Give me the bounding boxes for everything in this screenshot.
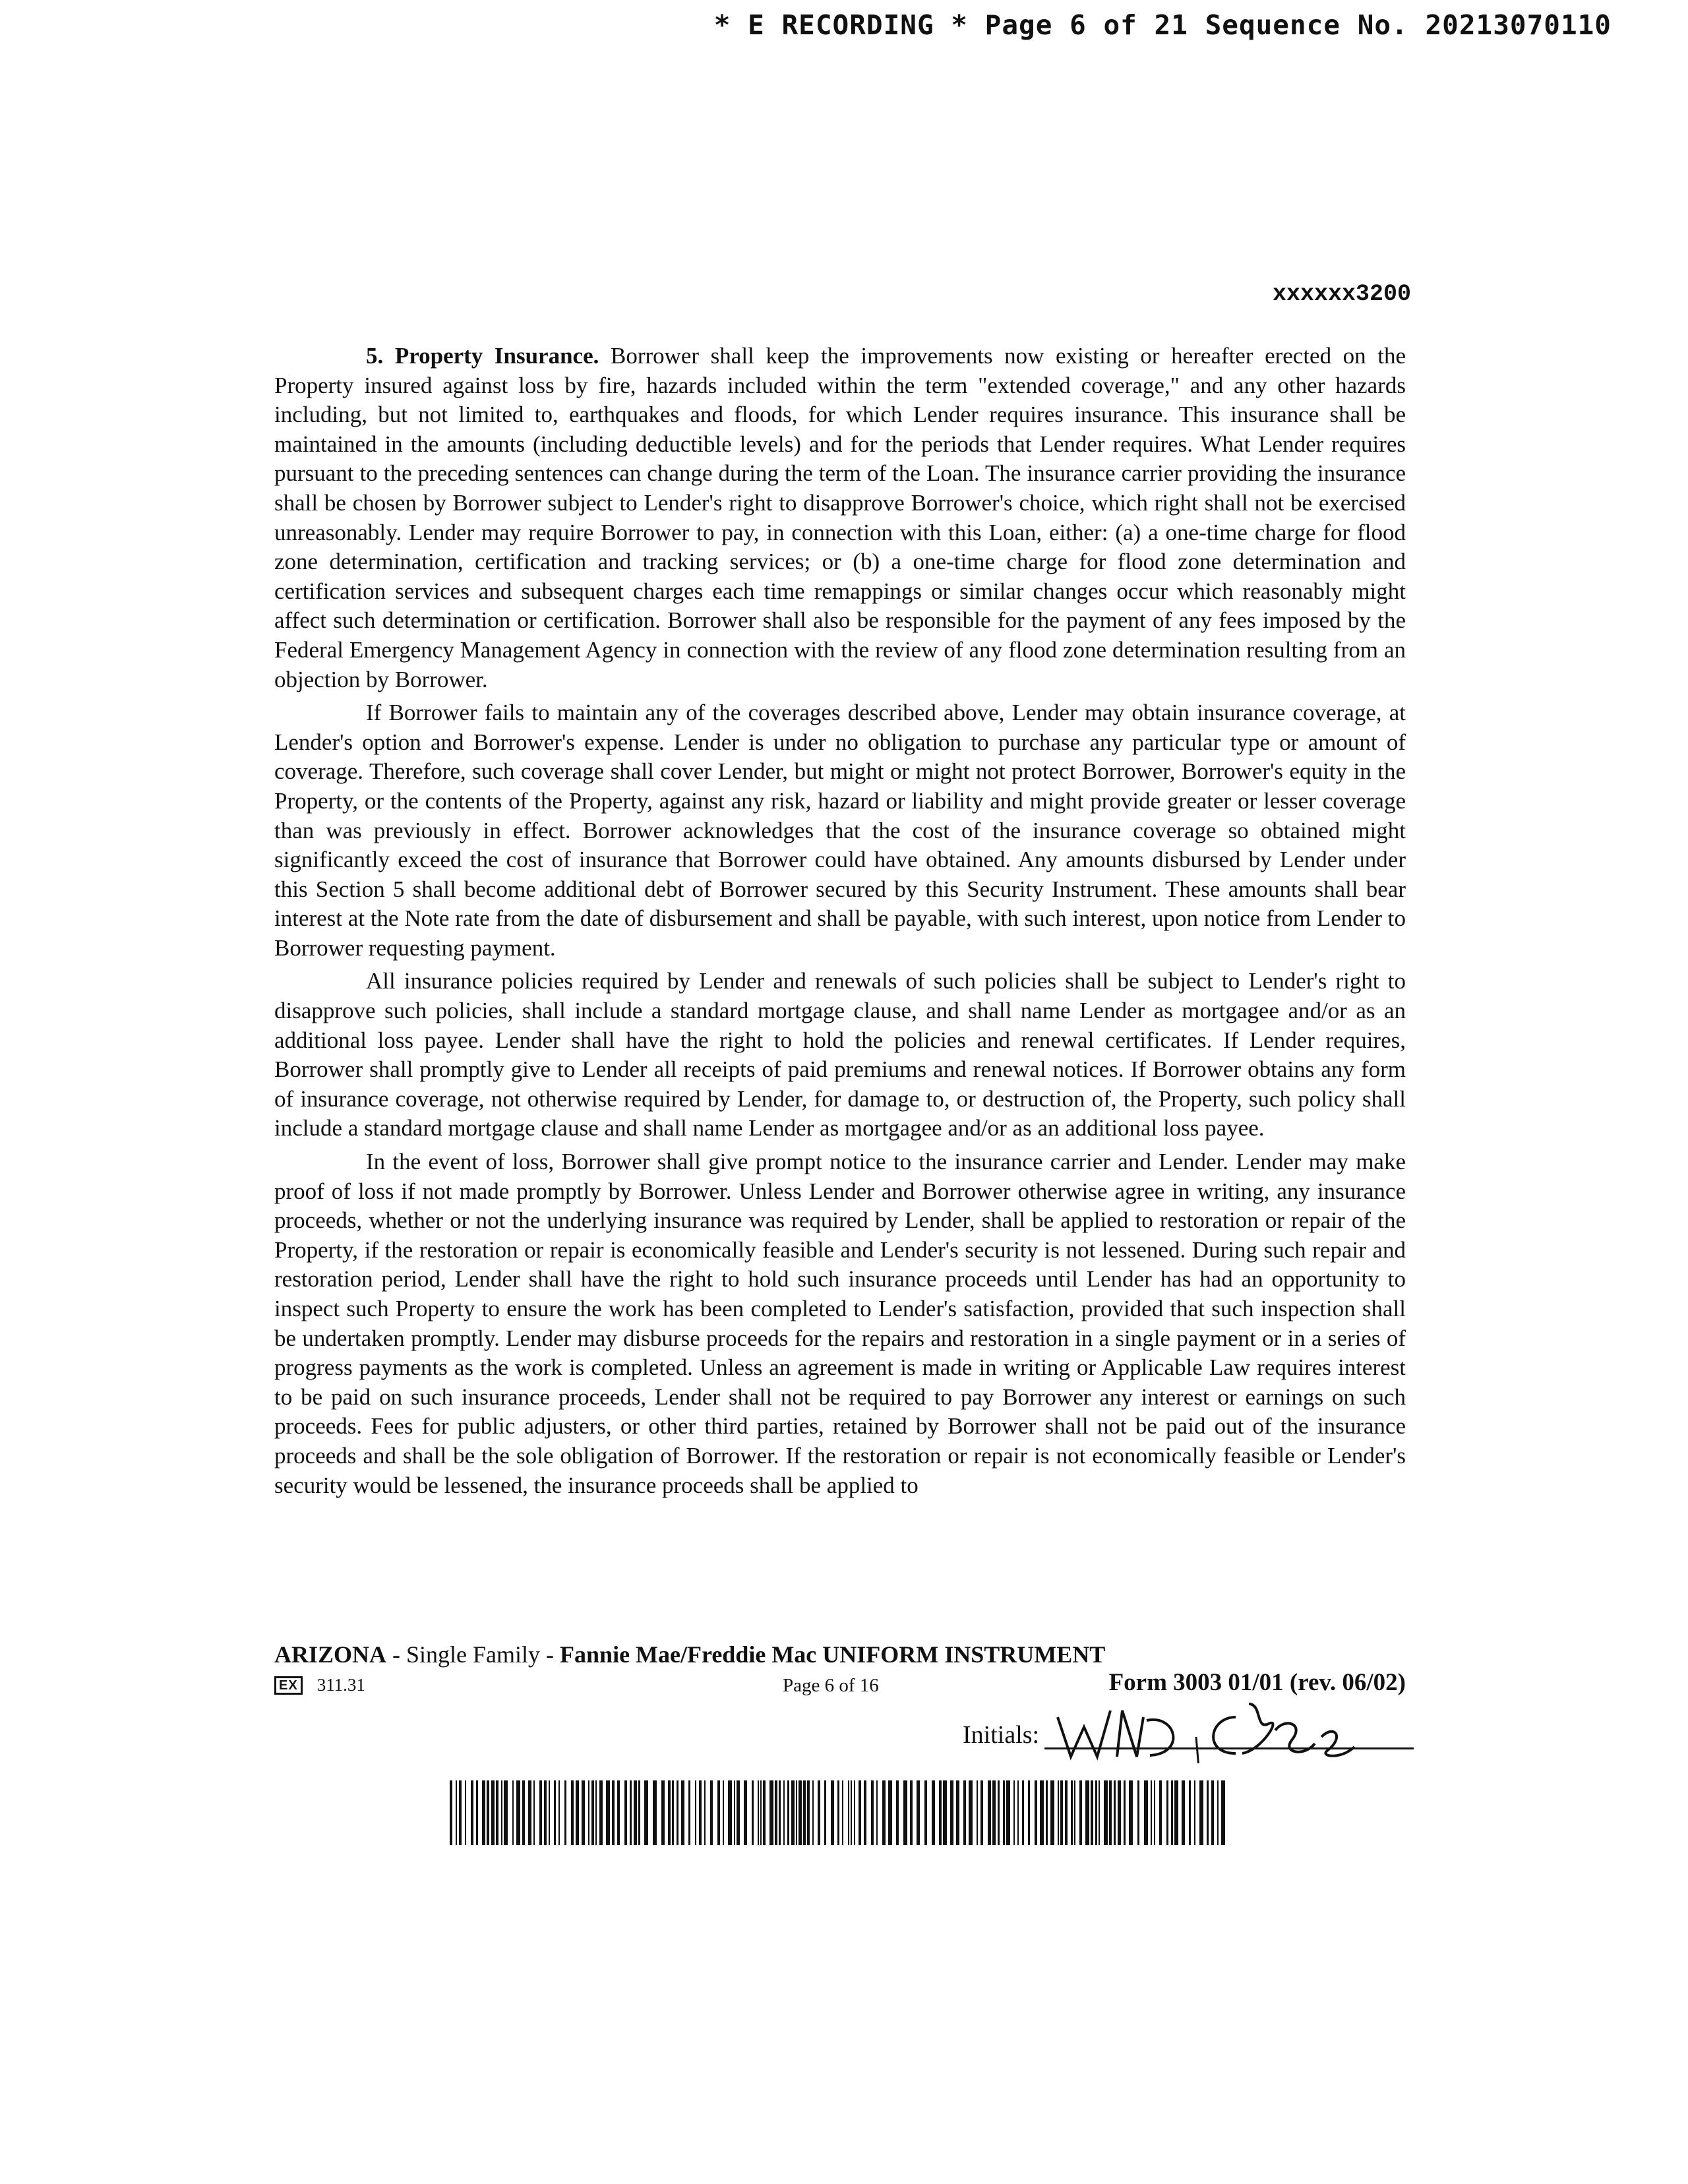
footer-state: ARIZONA	[274, 1641, 387, 1668]
barcode-bar	[888, 1780, 892, 1845]
footer-family: Single Family	[406, 1641, 541, 1668]
barcode-bar	[695, 1780, 696, 1845]
barcode-bar	[549, 1780, 550, 1845]
barcode-bar	[963, 1780, 966, 1845]
barcode-bar	[752, 1780, 754, 1845]
initials-block	[963, 1717, 1414, 1749]
barcode-bar	[1194, 1780, 1195, 1845]
barcode-bar	[803, 1780, 806, 1845]
barcode-bar	[496, 1780, 498, 1845]
footer-separator: -	[386, 1641, 407, 1668]
barcode-bar	[1079, 1780, 1082, 1845]
barcode-bar	[476, 1780, 478, 1845]
handwritten-initials-signature	[1044, 1691, 1387, 1763]
initials-line	[1044, 1717, 1414, 1749]
barcode-bar	[896, 1780, 899, 1845]
barcode-bar	[1040, 1780, 1044, 1845]
page-number: Page 6 of 16	[783, 1675, 879, 1696]
barcode-bar	[1171, 1780, 1173, 1845]
barcode-bar	[624, 1780, 627, 1845]
barcode-bar	[487, 1780, 489, 1845]
barcode-bar	[501, 1780, 502, 1845]
barcode-bar	[699, 1780, 702, 1845]
barcode-bar	[1065, 1780, 1068, 1845]
barcode-bar	[582, 1780, 585, 1845]
barcode-bar	[1017, 1780, 1019, 1845]
barcode-bar	[634, 1780, 637, 1845]
barcode-bar	[831, 1780, 834, 1845]
barcode-bar	[871, 1780, 874, 1845]
barcode-bar	[1166, 1780, 1168, 1845]
barcode-bar	[564, 1780, 566, 1845]
barcode-bar	[1118, 1780, 1121, 1845]
barcode-bar	[796, 1780, 797, 1845]
form-number: Form 3003 01/01 (rev. 06/02)	[1108, 1669, 1406, 1696]
paragraph: All insurance policies required by Lender and renewals of such policies shall be subject to Lender's right to disapprove such policies, shall include a standard mortgage clause, and shall name Lender as mortgagee and/or as an additional loss payee. Lender shall have the right to hold the policies and renewal certificates. If Lender requires, Borrower shall promptly give to Lender all receipts of paid premiums and renewal notices. If Borrower obtains any form of insurance coverage, not otherwise required by Lender, for damage to, or destruction of, the Property, such policy shall include a standard mortgage clause and shall name Lender as mortgagee and/or as an additional loss payee.	[274, 968, 1406, 1141]
barcode-bar	[1199, 1780, 1203, 1845]
barcode-bar	[775, 1780, 777, 1845]
paragraph	[274, 342, 1406, 694]
barcode-bar	[522, 1780, 525, 1845]
barcode-bar	[1071, 1780, 1073, 1845]
barcode-bar	[1022, 1780, 1024, 1845]
barcode-bar	[661, 1780, 665, 1845]
barcode-bar	[1060, 1780, 1063, 1845]
barcode-bar	[779, 1780, 781, 1845]
barcode-bar	[950, 1780, 953, 1845]
barcode-bar	[533, 1780, 535, 1845]
barcode-bar	[491, 1780, 495, 1845]
barcode-bar	[465, 1780, 466, 1845]
barcode-bar	[734, 1780, 735, 1845]
barcode-bar	[599, 1780, 603, 1845]
barcode-bar	[760, 1780, 762, 1845]
barcode-bar	[1028, 1780, 1030, 1845]
barcode-bar	[917, 1780, 920, 1845]
barcode-bar	[1129, 1780, 1133, 1845]
barcode-bar	[737, 1780, 740, 1845]
barcode-bar	[644, 1780, 648, 1845]
barcode-bar	[571, 1780, 574, 1845]
barcode-bar	[558, 1780, 560, 1845]
barcode-bar	[882, 1780, 886, 1845]
barcode-bar	[910, 1780, 913, 1845]
barcode-bar	[456, 1780, 457, 1845]
barcode-bar	[956, 1780, 959, 1845]
barcode-bar	[1013, 1780, 1015, 1845]
barcode-bar	[617, 1780, 620, 1845]
barcode-bar	[630, 1780, 632, 1845]
barcode-bar	[677, 1780, 678, 1845]
barcode-bar	[1154, 1780, 1155, 1845]
barcode-bar	[450, 1780, 452, 1845]
barcode-bar	[1217, 1780, 1219, 1845]
barcode-bar	[681, 1780, 684, 1845]
barcode-bar	[591, 1780, 594, 1845]
barcode-bar	[688, 1780, 690, 1845]
barcode-bar	[1174, 1780, 1178, 1845]
barcode-bar	[769, 1780, 773, 1845]
barcode-bar	[606, 1780, 610, 1845]
barcode-bar	[638, 1780, 640, 1845]
barcode-bar	[1207, 1780, 1209, 1845]
barcode-bar	[1058, 1780, 1059, 1845]
barcode-bar	[1099, 1780, 1100, 1845]
barcode-bar	[992, 1780, 996, 1845]
document-id: xxxxxx3200	[1272, 281, 1411, 307]
barcode-bar	[1189, 1780, 1191, 1845]
barcode-bar	[539, 1780, 542, 1845]
barcode-bar	[516, 1780, 520, 1845]
barcode-bar	[482, 1780, 485, 1845]
barcode-bar	[512, 1780, 514, 1845]
paragraph: In the event of loss, Borrower shall give prompt notice to the insurance carrier and Lender. Lender may make proof of loss if not made promptly by Borrower. Unless Lender and Borrower otherwise agree in writing, any insurance proceeds, whether or not the underlying insurance was required by Lender, shall be applied to restoration or repair of the Property, if the restoration or repair is economically feasible and Lender's security is not lessened. During such repair and restoration period, Lender shall have the right to hold such insurance proceeds until Lender has had an opportunity to inspect such Property to ensure the work has been completed to Lender's satisfaction, provided that such inspection shall be undertaken promptly. Lender may disburse proceeds for the repairs and restoration in a single payment or in a series of progress payments as the work is completed. Unless an agreement is made in writing or Applicable Law requires interest to be paid on such insurance proceeds, Lender shall not be required to pay Borrower any interest or earnings on such proceeds. Fees for public adjusters, or other third parties, retained by Borrower shall not be paid out of the insurance proceeds and shall be the sole obligation of Borrower. If the restoration or repair is not economically feasible or Lender's security would be lessened, the insurance proceeds shall be applied to	[274, 1149, 1406, 1498]
barcode-bar	[980, 1780, 983, 1845]
barcode-bar	[824, 1780, 826, 1845]
barcode-bar	[851, 1780, 852, 1845]
barcode-bar	[717, 1780, 720, 1845]
barcode-bar	[1182, 1780, 1185, 1845]
barcode	[450, 1780, 1228, 1845]
barcode-bar	[1091, 1780, 1093, 1845]
paragraph-text: Borrower shall keep the improvements now existing or hereafter erected on the Property insured against loss by fire, hazards included within the term "extended coverage," and any other hazards including, but not limited to, earthquakes and floods, for which Lender requires insurance. This insurance shall be maintained in the amounts (including deductible levels) and for the periods that Lender requires. What Lender requires pursuant to the preceding sentences can change during the term of the Loan. The insurance carrier providing the insurance shall be chosen by Borrower subject to Lender's right to disapprove Borrower's choice, which right shall not be exercised unreasonably. Lender may require Borrower to pay, in connection with this Loan, either: (a) a one-time charge for flood zone determination, certification and tracking services; or (b) a one-time charge for flood zone determination and certification services and subsequent charges each time remappings or similar changes occur which reasonably might affect such determination or certification. Borrower shall also be responsible for the payment of any fees imposed by the Federal Emergency Management Agency in connection with the review of any flood zone determination resulting from an objection by Borrower.	[274, 343, 1406, 692]
recording-header: * E RECORDING * Page 6 of 21 Sequence No. 20213070110	[713, 9, 1612, 41]
barcode-bar	[859, 1780, 861, 1845]
barcode-bar	[1109, 1780, 1112, 1845]
barcode-bar	[1114, 1780, 1116, 1845]
barcode-bar	[1085, 1780, 1089, 1845]
barcode-bar	[943, 1780, 947, 1845]
barcode-bar	[1159, 1780, 1162, 1845]
barcode-bar	[783, 1780, 785, 1845]
barcode-bar	[653, 1780, 657, 1845]
barcode-bar	[758, 1780, 759, 1845]
barcode-bar	[876, 1780, 878, 1845]
barcode-bar	[576, 1780, 579, 1845]
barcode-bar	[1035, 1780, 1037, 1845]
barcode-bar	[791, 1780, 795, 1845]
barcode-bar	[977, 1780, 978, 1845]
barcode-bar	[459, 1780, 462, 1845]
barcode-bar	[710, 1780, 713, 1845]
barcode-bar	[612, 1780, 615, 1845]
barcode-bar	[807, 1780, 810, 1845]
barcode-bar	[1221, 1780, 1225, 1845]
ellie-mae-logo: EX	[274, 1676, 303, 1695]
form-code-row	[274, 1675, 365, 1695]
barcode-bar	[471, 1780, 473, 1845]
form-code: 311.31	[316, 1675, 365, 1695]
barcode-bar	[848, 1780, 849, 1845]
barcode-bar	[544, 1780, 547, 1845]
barcode-bar	[1144, 1780, 1148, 1845]
barcode-bar	[1124, 1780, 1126, 1845]
barcode-bar	[1211, 1780, 1214, 1845]
barcode-bar	[668, 1780, 671, 1845]
barcode-bar	[864, 1780, 866, 1845]
barcode-bar	[988, 1780, 991, 1845]
barcode-bar	[998, 1780, 1000, 1845]
barcode-bar	[528, 1780, 531, 1845]
barcode-bar	[1050, 1780, 1054, 1845]
barcode-bar	[1046, 1780, 1048, 1845]
barcode-bar	[1151, 1780, 1152, 1845]
barcode-bar	[787, 1780, 789, 1845]
barcode-bar	[842, 1780, 843, 1845]
barcode-bar	[1006, 1780, 1010, 1845]
section-heading: 5. Property Insurance.	[366, 343, 599, 369]
barcode-bar	[672, 1780, 674, 1845]
barcode-bar	[854, 1780, 855, 1845]
barcode-bar	[504, 1780, 508, 1845]
initials-label: Initials:	[963, 1721, 1040, 1749]
barcode-bar	[1003, 1780, 1005, 1845]
paragraph: If Borrower fails to maintain any of the coverages described above, Lender may obtain insurance coverage, at Lender's option and Borrower's expense. Lender is under no obligation to purchase any particular type or amount of coverage. Therefore, such coverage shall cover Lender, but might or might not protect Borrower, Borrower's equity in the Property, or the contents of the Property, against any risk, hazard or liability and might provide greater or lesser coverage than was previously in effect. Borrower acknowledges that the cost of the insurance coverage so obtained might significantly exceed the cost of insurance that Borrower could have obtained. Any amounts disbursed by Lender under this Section 5 shall become additional debt of Borrower secured by this Security Instrument. These amounts shall bear interest at the Note rate from the date of disbursement and shall be payable, with such interest, upon notice from Lender to Borrower requesting payment.	[274, 700, 1406, 961]
footer-separator: -	[540, 1641, 560, 1668]
barcode-bar	[903, 1780, 907, 1845]
barcode-bar	[595, 1780, 597, 1845]
barcode-bar	[728, 1780, 732, 1845]
document-body	[274, 342, 1406, 1500]
barcode-bar	[763, 1780, 766, 1845]
barcode-bar	[554, 1780, 556, 1845]
barcode-bar	[1095, 1780, 1097, 1845]
barcode-bar	[818, 1780, 820, 1845]
barcode-bar	[1137, 1780, 1139, 1845]
footer-instrument: Fannie Mae/Freddie Mac UNIFORM INSTRUMENT	[560, 1641, 1106, 1668]
barcode-bar	[1104, 1780, 1108, 1845]
barcode-bar	[812, 1780, 814, 1845]
barcode-bar	[837, 1780, 839, 1845]
barcode-bar	[939, 1780, 942, 1845]
barcode-bar	[744, 1780, 747, 1845]
barcode-bar	[799, 1780, 802, 1845]
barcode-bar	[704, 1780, 706, 1845]
footer-title	[274, 1641, 1105, 1668]
barcode-bar	[932, 1780, 935, 1845]
barcode-bar	[588, 1780, 589, 1845]
barcode-bar	[969, 1780, 973, 1845]
barcode-bar	[924, 1780, 927, 1845]
barcode-bar	[1074, 1780, 1075, 1845]
barcode-bar	[723, 1780, 724, 1845]
